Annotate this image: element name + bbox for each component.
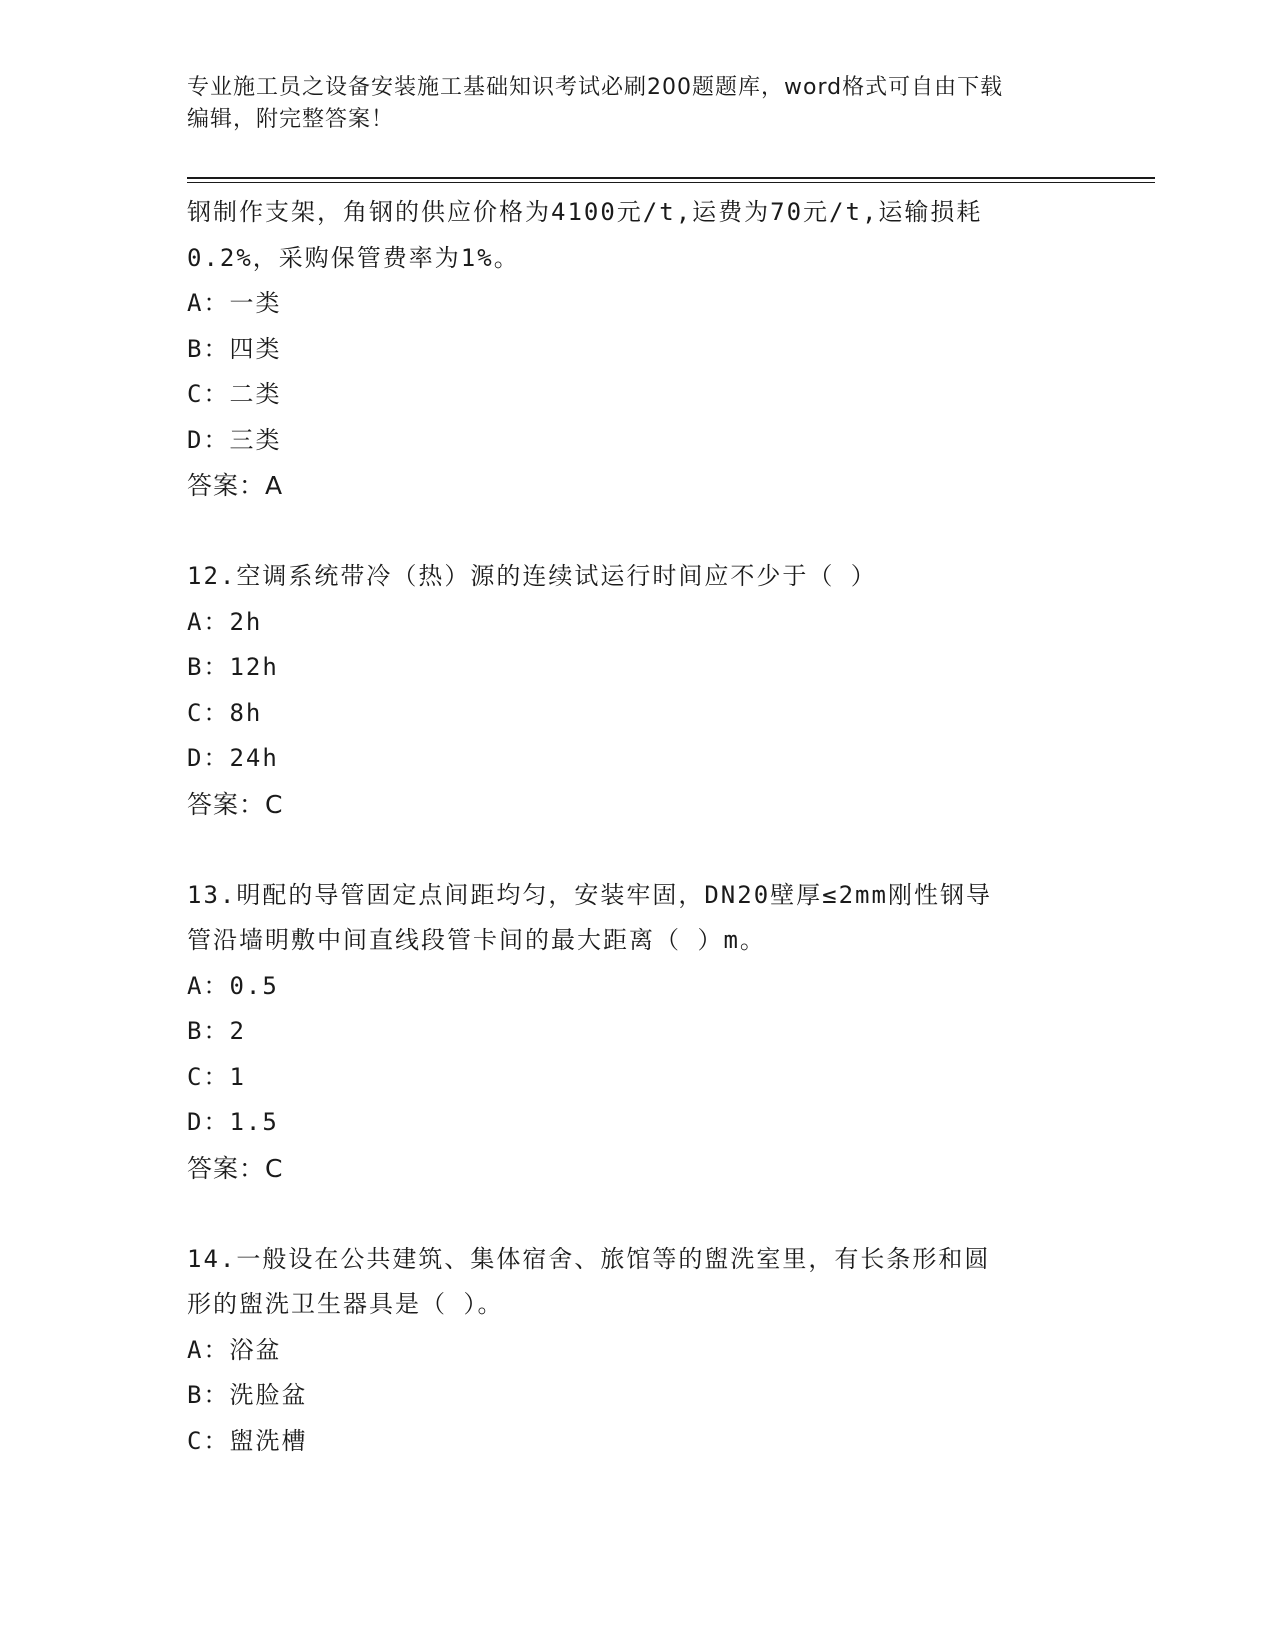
answer-line: 答案：A xyxy=(187,471,284,500)
spacer xyxy=(187,827,1087,873)
question-text-line: 13.明配的导管固定点间距均匀，安装牢固，DN20壁厚≤2mm刚性钢导 xyxy=(187,880,992,909)
option-a: A：一类 xyxy=(187,289,282,317)
option-d: D：1.5 xyxy=(187,1108,279,1136)
option-b: B：12h xyxy=(187,653,279,681)
option-c: C：8h xyxy=(187,698,263,727)
question-text-line: 管沿墙明敷中间直线段管卡间的最大距离（ ）m。 xyxy=(187,926,766,954)
option-d: D：24h xyxy=(187,744,279,772)
header-divider-thin xyxy=(187,182,1155,183)
option-c: C：1 xyxy=(187,1062,246,1091)
spacer xyxy=(187,509,1087,555)
question-continued xyxy=(187,190,1087,509)
option-a: A：浴盆 xyxy=(187,1335,282,1364)
question-text-line: 形的盥洗卫生器具是（ ）。 xyxy=(187,1290,504,1318)
question-12 xyxy=(187,554,1087,827)
question-text-line: 钢制作支架，角钢的供应价格为4100元/t,运费为70元/t,运输损耗 xyxy=(187,198,983,226)
option-b: B：洗脸盆 xyxy=(187,1381,308,1409)
option-c: C：二类 xyxy=(187,380,282,408)
option-a: A：2h xyxy=(187,607,263,636)
question-text-line: 0.2%，采购保管费率为1%。 xyxy=(187,243,520,272)
spacer xyxy=(187,1191,1087,1237)
option-a: A：0.5 xyxy=(187,971,279,1000)
option-c: C：盥洗槽 xyxy=(187,1426,308,1455)
question-text-line: 14.一般设在公共建筑、集体宿舍、旅馆等的盥洗室里，有长条形和圆 xyxy=(187,1244,991,1273)
document-body xyxy=(187,190,1087,1464)
question-14 xyxy=(187,1237,1087,1465)
question-text-line: 12.空调系统带冷（热）源的连续试运行时间应不少于（ ） xyxy=(187,562,877,590)
option-d: D：三类 xyxy=(187,425,282,454)
option-b: B：四类 xyxy=(187,334,282,363)
option-b: B：2 xyxy=(187,1017,246,1045)
question-13 xyxy=(187,873,1087,1192)
header-line-2: 编辑，附完整答案！ xyxy=(187,107,395,132)
document-header xyxy=(187,72,1087,136)
answer-line: 答案：C xyxy=(187,789,284,819)
header-divider-thick xyxy=(187,177,1155,179)
answer-line: 答案：C xyxy=(187,1153,284,1183)
header-line-1: 专业施工员之设备安装施工基础知识考试必刷200题题库，word格式可自由下载 xyxy=(187,75,1004,100)
